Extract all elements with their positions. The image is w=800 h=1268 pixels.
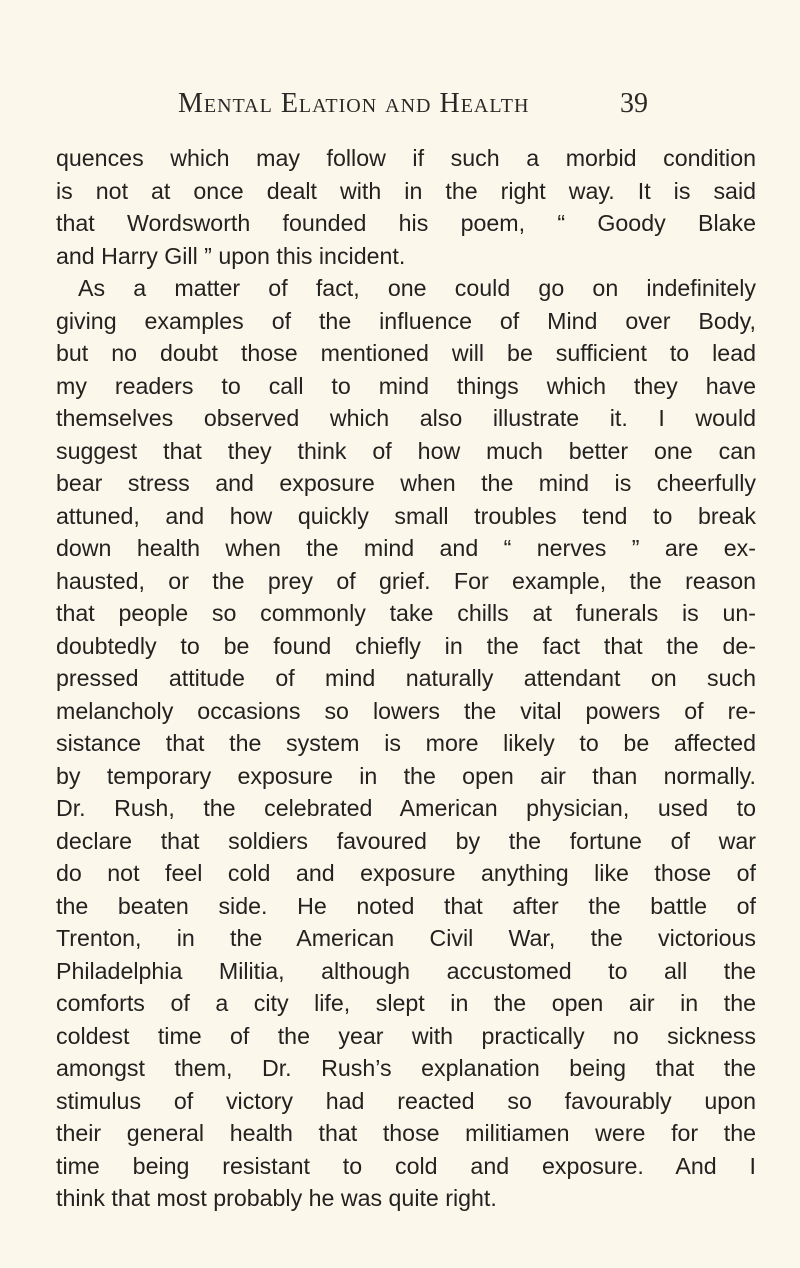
text-line: their general health that those militiamen were for the — [56, 1120, 756, 1146]
body-text — [56, 142, 756, 1215]
text-line: and Harry Gill ” upon this incident. — [56, 242, 406, 269]
text-line: Dr. Rush, the celebrated American physician, used to — [56, 795, 756, 821]
text-line: declare that soldiers favoured by the fortune of war — [56, 827, 756, 854]
text-line: down health when the mind and “ nerves ” are ex- — [56, 535, 756, 561]
text-line: Trenton, in the American Civil War, the victorious — [56, 925, 756, 951]
text-line: but no doubt those mentioned will be sufficient to lead — [56, 340, 756, 366]
text-line: stimulus of victory had reacted so favourably upon — [56, 1087, 756, 1114]
text-line: quences which may follow if such a morbid condition — [56, 145, 756, 171]
text-line: think that most probably he was quite right. — [56, 1185, 497, 1211]
text-line: attuned, and how quickly small troubles tend to break — [56, 502, 756, 529]
text-line: time being resistant to cold and exposure. And I — [56, 1152, 756, 1179]
text-line: my readers to call to mind things which they have — [56, 372, 756, 399]
text-line: As a matter of fact, one could go on indefinitely — [78, 275, 756, 301]
text-line: comforts of a city life, slept in the open air in the — [56, 990, 756, 1016]
text-line: doubtedly to be found chiefly in the fact that the de- — [56, 632, 756, 659]
text-line: do not feel cold and exposure anything like those of — [56, 860, 756, 886]
text-line: coldest time of the year with practically no sickness — [56, 1022, 756, 1049]
text-line: pressed attitude of mind naturally attendant on such — [56, 665, 756, 691]
text-line: hausted, or the prey of grief. For example, the reason — [56, 567, 756, 594]
page-number: 39 — [620, 88, 648, 119]
text-line: Philadelphia Militia, although accustomed to all the — [56, 957, 756, 984]
text-line: that Wordsworth founded his poem, “ Goody Blake — [56, 210, 756, 236]
text-line: that people so commonly take chills at funerals is un- — [56, 600, 756, 626]
running-head — [0, 84, 800, 124]
text-line: is not at once dealt with in the right way. It is said — [56, 177, 756, 204]
text-line: by temporary exposure in the open air than normally. — [56, 762, 756, 789]
text-line: suggest that they think of how much better one can — [56, 437, 756, 464]
text-line: giving examples of the influence of Mind over Body, — [56, 307, 756, 334]
text-line: melancholy occasions so lowers the vital powers of re- — [56, 697, 756, 724]
text-line: themselves observed which also illustrate it. I would — [56, 405, 756, 431]
text-line: bear stress and exposure when the mind is cheerfully — [56, 470, 756, 496]
text-line: sistance that the system is more likely to be affected — [56, 730, 756, 756]
text-line: the beaten side. He noted that after the battle of — [56, 892, 756, 919]
running-title: Mental Elation and Health — [178, 88, 530, 119]
text-line: amongst them, Dr. Rush’s explanation being that the — [56, 1055, 756, 1081]
